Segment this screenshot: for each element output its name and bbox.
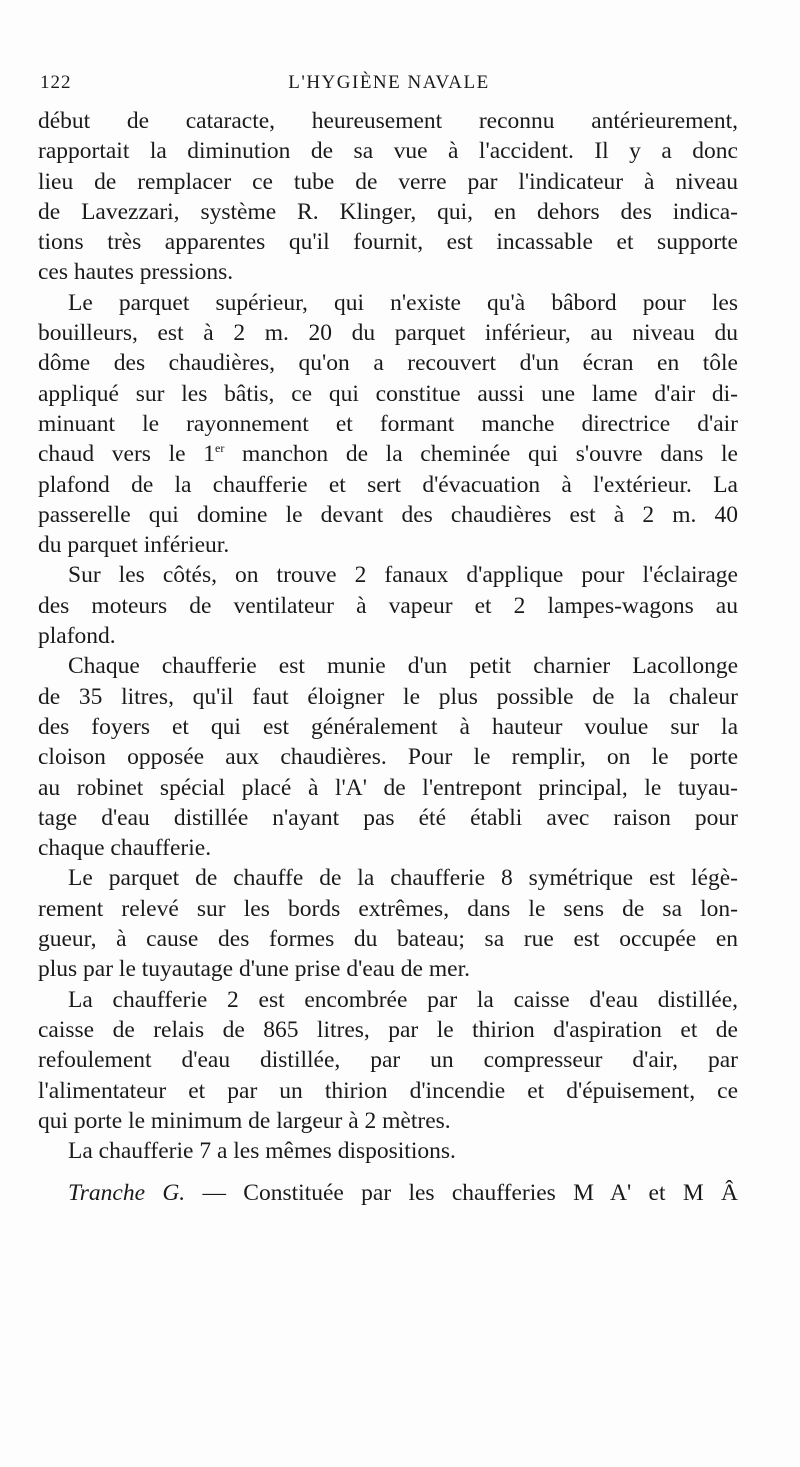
- text-line: caisse de relais de 865 litres, par le thirion d'aspiration et de: [38, 1016, 738, 1043]
- text-line: Sur les côtés, on trouve 2 fanaux d'applique pour l'éclairage: [68, 562, 738, 589]
- text-line: des foyers et qui est généralement à hauteur voulue sur la: [38, 713, 738, 740]
- running-title: L'HYGIÈNE NAVALE: [288, 72, 490, 93]
- text-line: rapportait la diminution de sa vue à l'accident. Il y a donc: [38, 138, 738, 165]
- text-line: du parquet inférieur.: [38, 532, 230, 559]
- text-line: l'alimentateur et par un thirion d'incendie et d'épuisement, ce: [38, 1077, 738, 1104]
- text-line: au robinet spécial placé à l'A' de l'entrepont principal, le tuyau-: [38, 774, 738, 801]
- text-line: passerelle qui domine le devant des chaudières est à 2 m. 40: [38, 501, 738, 528]
- text-fragment: manchon de la cheminée qui s'ouvre dans le: [224, 441, 738, 468]
- text-line: lieu de remplacer ce tube de verre par l'indicateur à niveau: [38, 168, 738, 195]
- text-line: de 35 litres, qu'il faut éloigner le plus possible de la chaleur: [38, 683, 738, 710]
- page-header: [40, 72, 738, 102]
- text-line: La chaufferie 7 a les mêmes dispositions.: [68, 1138, 456, 1165]
- text-line: tage d'eau distillée n'ayant pas été établi avec raison pour: [38, 804, 738, 831]
- text-line: gueur, à cause des formes du bateau; sa rue est occupée en: [38, 926, 738, 953]
- text-line: plus par le tuyautage d'une prise d'eau de mer.: [38, 956, 470, 983]
- text-line: appliqué sur les bâtis, ce qui constitue aussi une lame d'air di-: [38, 380, 738, 407]
- text-line: La chaufferie 2 est encombrée par la caisse d'eau distillée,: [68, 986, 738, 1013]
- text-fragment: chaud vers le 1: [38, 441, 215, 468]
- text-line: bouilleurs, est à 2 m. 20 du parquet inférieur, au niveau du: [38, 320, 738, 347]
- page-number: 122: [40, 72, 72, 93]
- text-line: plafond de la chaufferie et sert d'évacuation à l'extérieur. La: [38, 471, 738, 498]
- section-heading-line: [38, 1178, 738, 1208]
- text-line: rement relevé sur les bords extrêmes, dans le sens de sa lon-: [38, 895, 738, 922]
- text-line-with-superscript: [38, 439, 738, 469]
- text-line: cloison opposée aux chaudières. Pour le remplir, on le porte: [38, 744, 738, 771]
- text-line: Le parquet supérieur, qui n'existe qu'à bâbord pour les: [68, 289, 738, 316]
- text-line: ces hautes pressions.: [38, 259, 234, 286]
- text-line: qui porte le minimum de largeur à 2 mètres.: [38, 1107, 451, 1134]
- text-line: refoulement d'eau distillée, par un compresseur d'air, par: [38, 1047, 738, 1074]
- text-line: des moteurs de ventilateur à vapeur et 2 lampes-wagons au: [38, 592, 738, 619]
- text-line: Chaque chaufferie est munie d'un petit charnier Lacollonge: [68, 653, 738, 680]
- text-line: plafond.: [38, 623, 116, 650]
- text-line: début de cataracte, heureusement reconnu antérieurement,: [38, 108, 738, 134]
- text-line: chaque chaufferie.: [38, 835, 212, 862]
- superscript: er: [215, 441, 225, 456]
- body-text: [38, 106, 738, 1208]
- section-name: Tranche G.: [68, 1180, 186, 1207]
- section-text: — Constituée par les chaufferies M A' et M Â: [185, 1180, 738, 1207]
- text-line: minuant le rayonnement et formant manche directrice d'air: [38, 410, 738, 437]
- text-line: tions très apparentes qu'il fournit, est incassable et supporte: [38, 229, 738, 256]
- text-line: dôme des chaudières, qu'on a recouvert d'un écran en tôle: [38, 350, 738, 377]
- text-line: Le parquet de chauffe de la chaufferie 8 symétrique est légè-: [68, 865, 738, 892]
- text-line: de Lavezzari, système R. Klinger, qui, en dehors des indica-: [38, 198, 738, 225]
